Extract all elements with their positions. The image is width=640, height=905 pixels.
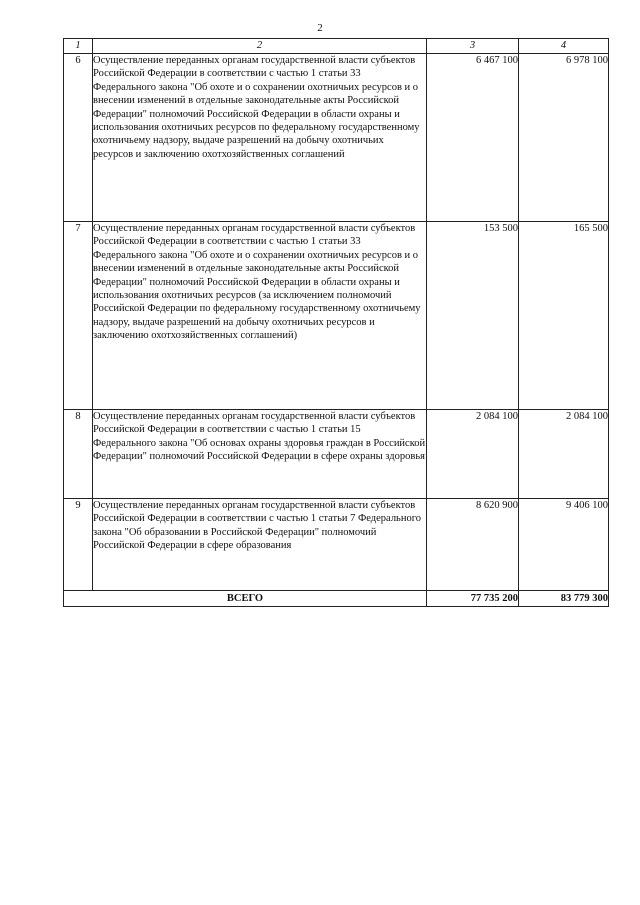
header-cell-3: 3 <box>427 39 519 54</box>
total-label: ВСЕГО <box>64 591 427 607</box>
row-description: Осуществление переданных органам государственной власти субъектов Российской Федерации в соответствии с частью 1 статьи 33 Федерального закона "Об охоте и о сохранении охотничьих ресурсов и о внесении изменений в отдельные законодательные акты Российской Федерации" полномочий Российской Федерации в области охраны и использования охотничьих ресурсов по федеральному государственному охотничьему надзору, выдаче разрешений на добычу охотничьих ресурсов и заключению охотхозяйственных соглашений <box>93 54 427 222</box>
row-number: 7 <box>64 222 93 410</box>
row-number: 9 <box>64 499 93 591</box>
row-amount-col4: 9 406 100 <box>519 499 609 591</box>
row-amount-col4: 6 978 100 <box>519 54 609 222</box>
table-row <box>64 499 609 591</box>
table-header-row <box>64 39 609 54</box>
row-amount-col4: 2 084 100 <box>519 410 609 499</box>
table-row <box>64 410 609 499</box>
row-amount-col3: 153 500 <box>427 222 519 410</box>
total-amount-col4: 83 779 300 <box>519 591 609 607</box>
total-row <box>64 591 609 607</box>
table-row <box>64 54 609 222</box>
row-number: 8 <box>64 410 93 499</box>
page-number: 2 <box>317 22 323 34</box>
header-cell-2: 2 <box>93 39 427 54</box>
row-amount-col3: 2 084 100 <box>427 410 519 499</box>
header-cell-1: 1 <box>64 39 93 54</box>
row-amount-col3: 6 467 100 <box>427 54 519 222</box>
row-description: Осуществление переданных органам государственной власти субъектов Российской Федерации в соответствии с частью 1 статьи 15 Федерального закона "Об основах охраны здоровья граждан в Российской Федерации" полномочий Российской Федерации в сфере охраны здоровья <box>93 410 427 499</box>
table-row <box>64 222 609 410</box>
row-amount-col4: 165 500 <box>519 222 609 410</box>
row-description: Осуществление переданных органам государственной власти субъектов Российской Федерации в соответствии с частью 1 статьи 7 Федерального закона "Об образовании в Российской Федерации" полномочий Российской Федерации в сфере образования <box>93 499 427 591</box>
row-number: 6 <box>64 54 93 222</box>
total-amount-col3: 77 735 200 <box>427 591 519 607</box>
row-description: Осуществление переданных органам государственной власти субъектов Российской Федерации в соответствии с частью 1 статьи 33 Федерального закона "Об охоте и о сохранении охотничьих ресурсов и о внесении изменений в отдельные законодательные акты Российской Федерации" полномочий Российской Федерации в области охраны и использования охотничьих ресурсов (за исключением полномочий Российской Федерации по федеральному государственному охотничьему надзору, выдаче разрешений на добычу охотничьих ресурсов и заключению охотхозяйственных соглашений) <box>93 222 427 410</box>
allocation-table <box>63 38 609 607</box>
row-amount-col3: 8 620 900 <box>427 499 519 591</box>
header-cell-4: 4 <box>519 39 609 54</box>
